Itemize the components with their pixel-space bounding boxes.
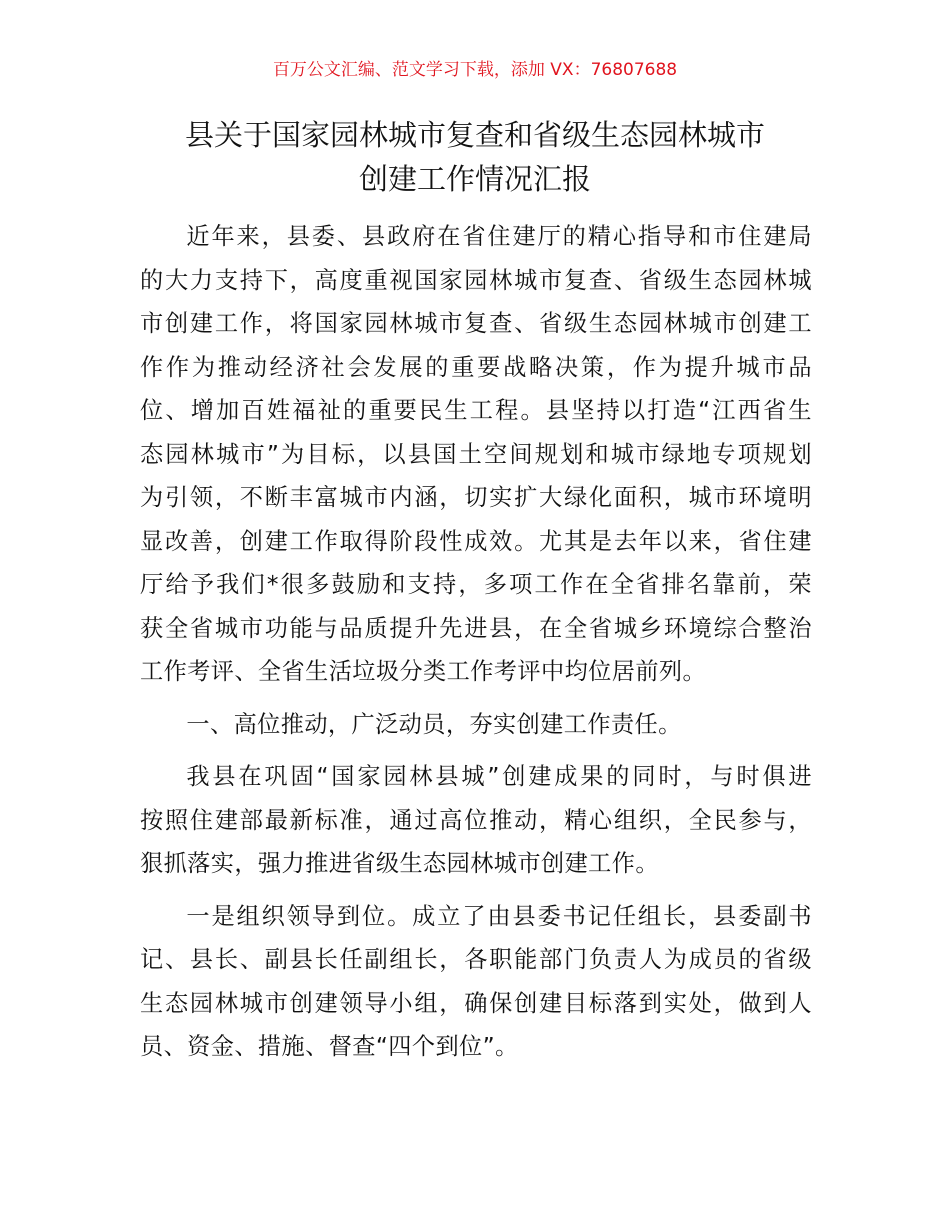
text-line: 作作为推动经济社会发展的重要战略决策，作为提升城市品: [140, 353, 812, 381]
text-line: 一是组织领导到位。成立了由县委书记任组长，县委副书: [186, 902, 812, 930]
document-body: [140, 215, 812, 1078]
text-line: 显改善，创建工作取得阶段性成效。尤其是去年以来，省住建: [140, 527, 812, 555]
document-title: [130, 113, 820, 201]
text-line: 记、县长、副县长任副组长，各职能部门负责人为成员的省级: [140, 946, 812, 973]
text-line: 为引领，不断丰富城市内涵，切实扩大绿化面积，城市环境明: [140, 484, 812, 511]
text-line: 工作考评、全省生活垃圾分类工作考评中均位居前列。: [140, 658, 707, 685]
text-line: 厅给予我们*很多鼓励和支持，多项工作在全省排名靠前，荣: [140, 571, 812, 598]
title-line-1: 县关于国家园林城市复查和省级生态园林城市: [184, 118, 765, 152]
title-line-2: 创建工作情况汇报: [358, 162, 591, 196]
paragraph-section-1: [140, 755, 812, 886]
text-line: 我县在巩固“国家园林县城”创建成果的同时，与时俱进: [186, 763, 812, 790]
paragraph-organization: [140, 895, 812, 1069]
text-line: 获全省城市功能与品质提升先进县，在全省城乡环境综合整治: [140, 614, 812, 642]
text-line: 员、资金、措施、督查“四个到位”。: [140, 1033, 519, 1060]
heading-text: 一、高位推动，广泛动员，夯实创建工作责任。: [186, 710, 682, 738]
watermark-header: 百万公文汇编、范文学习下载，添加 VX：76807688: [272, 60, 678, 80]
section-heading-1: [140, 703, 812, 747]
text-line: 位、增加百姓福祉的重要民生工程。县坚持以打造“江西省生: [140, 397, 812, 424]
text-line: 市创建工作，将国家园林城市复查、省级生态园林城市创建工: [140, 310, 812, 337]
text-line: 狠抓落实，强力推进省级生态园林城市创建工作。: [140, 850, 659, 877]
text-line: 近年来，县委、县政府在省住建厅的精心指导和市住建局: [186, 223, 812, 250]
text-line: 按照住建部最新标准，通过高位推动，精心组织，全民参与，: [140, 806, 812, 834]
text-line: 的大力支持下，高度重视国家园林城市复查、省级生态园林城: [140, 266, 812, 294]
text-line: 生态园林城市创建领导小组，确保创建目标落到实处，做到人: [140, 989, 812, 1017]
paragraph-intro: [140, 215, 812, 694]
text-line: 态园林城市”为目标，以县国土空间规划和城市绿地专项规划: [140, 440, 812, 468]
